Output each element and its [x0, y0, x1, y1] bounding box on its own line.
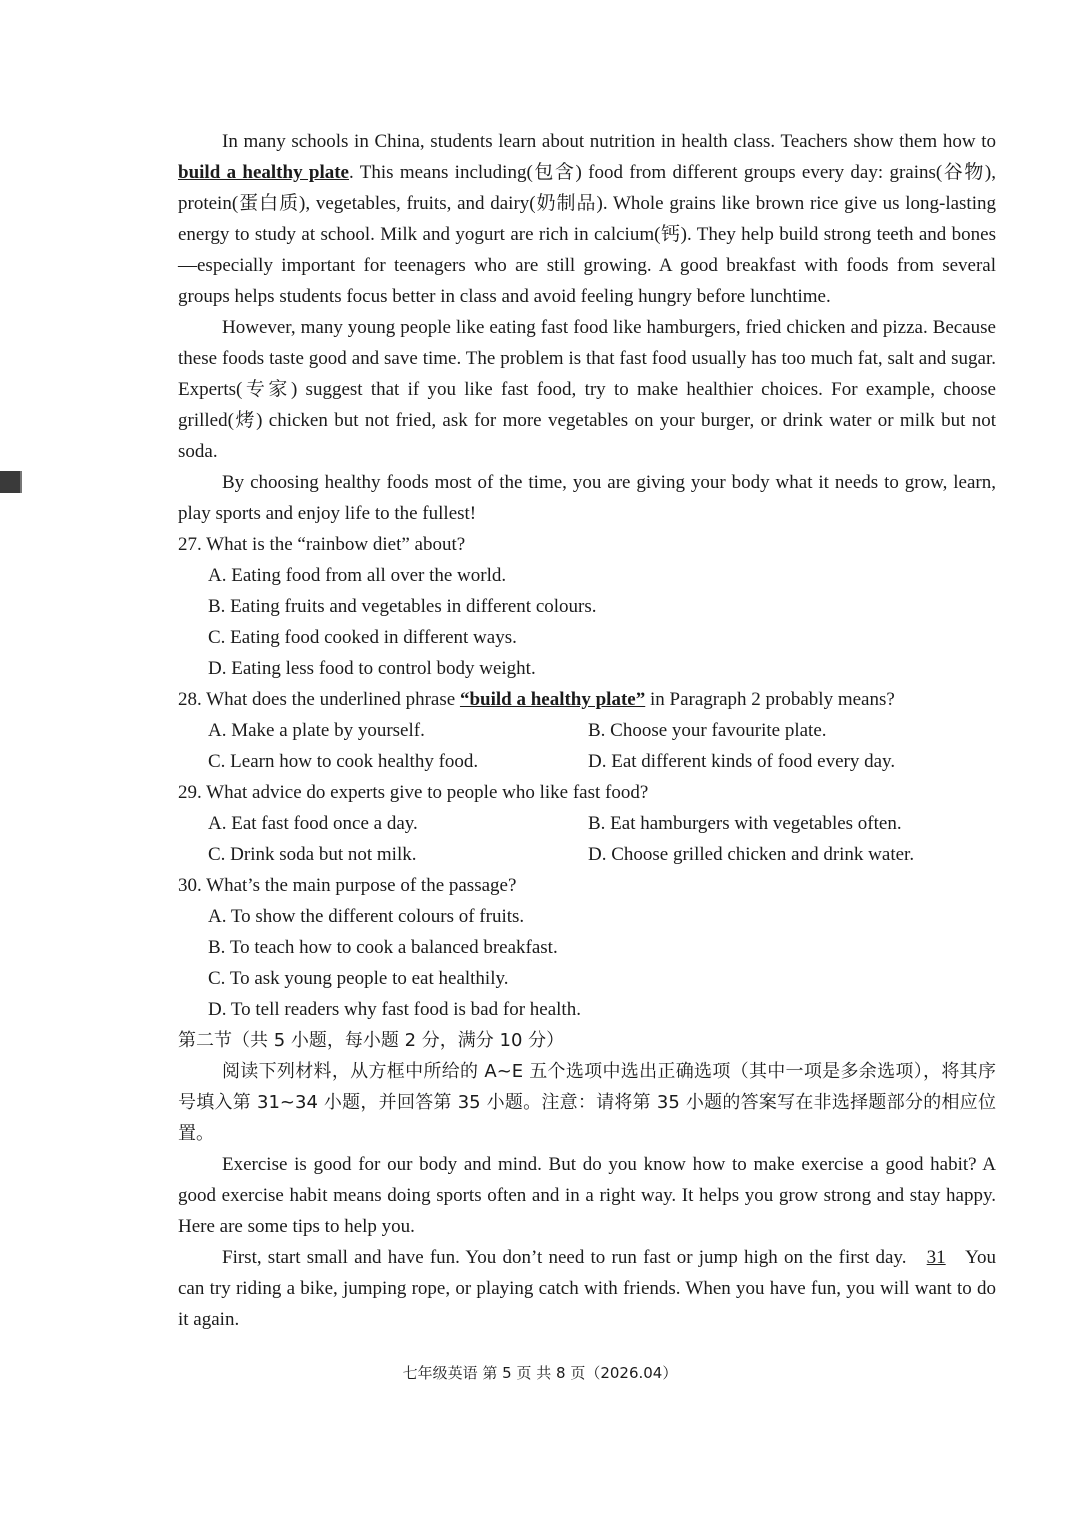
option-30-c: C. To ask young people to eat healthily. [208, 968, 509, 989]
paragraph-text: . This means including(包含) food from different groups every day: grains(谷物), protein(蛋白质), vegetables, fruits, and dairy(奶制品). Whole grains like brown rice give us long-lasting energy to study at school. Milk and yogurt are rich in calcium(钙). They help build strong teeth and bones—especially important for teenagers who are still growing. A good breakfast with foods from several groups helps students focus better in class and avoid feeling hungry before lunchtime. [178, 162, 997, 307]
option-28-c: C. Learn how to cook healthy food. [208, 751, 479, 772]
option-28-a: A. Make a plate by yourself. [208, 720, 425, 741]
paragraph-text: You can try riding a bike, jumping rope, or playing catch with friends. When you have fun, you will want to do it again. [178, 1247, 997, 1330]
section-2-title: 第二节（共 5 小题，每小题 2 分，满分 10 分） [178, 1030, 565, 1051]
passage-paragraph-2: However, many young people like eating fast food like hamburgers, fried chicken and pizza. Because these foods taste good and save time. The problem is that fast food usually has too much fat, salt and sugar. Experts(专家) suggest that if you like fast food, try to make healthier choices. For example, choose grilled(烤) chicken but not fried, ask for more vegetables on your burger, or drink water or milk but not soda. [178, 317, 996, 462]
page-content [178, 126, 996, 1335]
option-29-d: D. Choose grilled chicken and drink water. [588, 844, 915, 865]
option-30-d: D. To tell readers why fast food is bad for health. [208, 999, 581, 1020]
option-29-c: C. Drink soda but not milk. [208, 844, 417, 865]
option-30-a: A. To show the different colours of fruits. [208, 906, 525, 927]
passage-paragraph-3: By choosing healthy foods most of the time, you are giving your body what it needs to grow, learn, play sports and enjoy life to the fullest! [178, 472, 996, 524]
option-row [208, 839, 996, 870]
option-27-c: C. Eating food cooked in different ways. [208, 627, 517, 648]
question-27: 27. What is the “rainbow diet” about? [178, 534, 466, 555]
option-row [208, 746, 996, 777]
question-text: in Paragraph 2 probably means? [645, 689, 895, 710]
passage-paragraph-1 [178, 126, 996, 312]
option-row [208, 808, 996, 839]
option-29-b: B. Eat hamburgers with vegetables often. [588, 813, 902, 834]
option-row [208, 715, 996, 746]
answer-blank-31[interactable]: 31 [926, 1247, 946, 1268]
scan-edge-mark [0, 471, 22, 493]
option-30-b: B. To teach how to cook a balanced breakfast. [208, 937, 558, 958]
question-text: 28. What does the underlined phrase [178, 689, 460, 710]
option-28-d: D. Eat different kinds of food every day. [588, 751, 896, 772]
paragraph-text: First, start small and have fun. You don’t need to run fast or jump high on the first day. [222, 1247, 913, 1268]
underlined-phrase: build a healthy plate [178, 162, 349, 183]
option-27-b: B. Eating fruits and vegetables in different colours. [208, 596, 597, 617]
section-2-instruction: 阅读下列材料，从方框中所给的 A~E 五个选项中选出正确选项（其中一项是多余选项），将其序号填入第 31~34 小题，并回答第 35 小题。注意：请将第 35 小题的答案写在非选择题部分的相应位置。 [178, 1061, 996, 1144]
question-29: 29. What advice do experts give to people who like fast food? [178, 782, 649, 803]
option-27-a: A. Eating food from all over the world. [208, 565, 507, 586]
question-28 [178, 684, 996, 715]
option-29-a: A. Eat fast food once a day. [208, 813, 418, 834]
underlined-phrase: “build a healthy plate” [459, 689, 646, 710]
paragraph-text: In many schools in China, students learn about nutrition in health class. Teachers show them how to [222, 131, 996, 152]
option-27-d: D. Eating less food to control body weight. [208, 658, 536, 679]
page-footer: 七年级英语 第 5 页 共 8 页（2026.04） [402, 1364, 678, 1382]
question-30: 30. What’s the main purpose of the passage? [178, 875, 517, 896]
section-2-paragraph-1: Exercise is good for our body and mind. But do you know how to make exercise a good habit? A good exercise habit means doing sports often and in a right way. It helps you grow strong and stay happy. Here are some tips to help you. [178, 1154, 996, 1237]
section-2-paragraph-2 [178, 1242, 996, 1335]
option-28-b: B. Choose your favourite plate. [588, 720, 827, 741]
